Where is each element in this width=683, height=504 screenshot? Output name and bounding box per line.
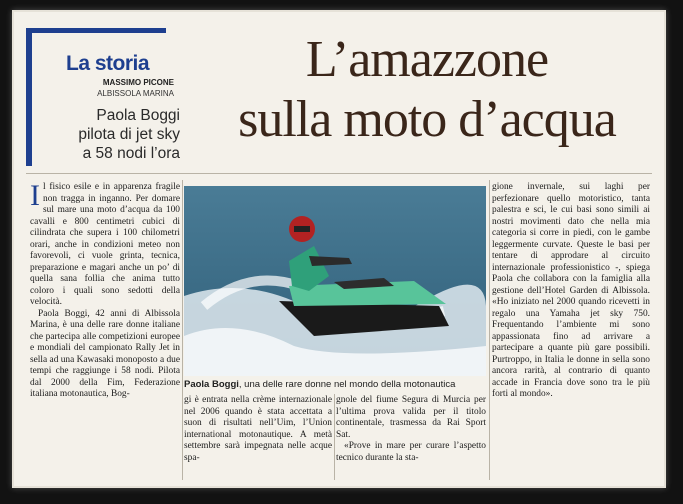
rubric-side-rule — [26, 28, 32, 166]
paragraph: gnole del fiume Segura di Murcia per l’ultima prova valida per il titolo continentale, trasmessa da Rai Sport Sat. — [336, 395, 486, 440]
kicker-line: Paola Boggi — [96, 107, 180, 124]
rubric-top-rule — [26, 28, 166, 33]
caption-name: Paola Boggi — [184, 379, 239, 390]
column-divider — [489, 180, 490, 480]
section-label: La storia — [66, 52, 150, 75]
newspaper-clipping — [12, 10, 666, 488]
author-name: MASSIMO PICONE — [102, 78, 174, 87]
article-column-1 — [30, 179, 180, 401]
headline-line: L’amazzone — [305, 31, 549, 88]
jet-ski-photo — [184, 186, 486, 376]
article-column-4 — [492, 182, 650, 401]
column-divider — [182, 180, 183, 480]
paragraph-text: l fisico esile e in apparenza fragile non tragga in inganno. Per domare sul mare una moto d’acqua da 100 cavalli e 800 centimetri cubici di cilindrata che supera i 100 chilometri orari, anche in condizioni meteo non favorevoli, ci vuole grinta, tecnica, preparazione e magari anche un po’ di quella sana follia che anima tutto coloro i quali sono sedotti della velocità. — [30, 182, 180, 307]
column-divider — [334, 394, 335, 480]
headline-line: sulla moto d’acqua — [238, 91, 616, 148]
divider — [26, 173, 652, 174]
article-column-3 — [336, 395, 486, 464]
photo-illustration — [184, 186, 486, 376]
article-column-2 — [184, 395, 332, 464]
paragraph: gione invernale, sui laghi per perfezionare quello motoristico, tanta palestra e sci, le cui basi sono simili ai nostri movimenti dato che nella mia categoria si corre in piedi, con le gambe leggermente curvate. Queste le basi per tentare di approdare al circuito internazionale professionistico -, spiega Paola che collabora con la famiglia alla gestione dell’Hotel Garden di Albissola. «Ho iniziato nel 2000 quando ricevetti in regalo una Yamaha jet sky 750. Frequentando l’ambiente mi sono appassionata fino ad arrivare a partecipare a quante più gare possibili. Purtroppo, in Italia le donne in sella sono ancora rarità, al contrario di quanto accade in Francia dove sono tra le più forti al mondo». — [492, 182, 650, 399]
paragraph — [30, 179, 180, 309]
caption-text: , una delle rare donne nel mondo della motonautica — [238, 379, 456, 390]
kicker-line: a 58 nodi l’ora — [82, 145, 180, 162]
headline — [192, 30, 662, 150]
paragraph: «Prove in mare per curare l’aspetto tecnico durante la sta- — [336, 441, 486, 463]
kicker-line: pilota di jet sky — [78, 126, 180, 143]
kicker — [40, 106, 180, 163]
drop-cap: I — [30, 179, 40, 212]
paragraph: Paola Boggi, 42 anni di Albissola Marina, è una delle rare donne italiane che partecipa alle competizioni europee e mondiali del campionato Rally Jet in sella ad una Kawasaki monoposto a due tempi che raggiunge i 58 nodi. Pilota dal 2000 della Fim, Federazione italiana motonautica, Bog- — [30, 308, 180, 399]
dateline-place: ALBISSOLA MARINA — [97, 89, 174, 98]
paragraph: gi è entrata nella crème internazionale nel 2006 quando è stata accettata a suon di risultati nell’Uim, l’Union international motonautique. A metà settembre sarà impegnata nelle acque spa- — [184, 395, 332, 463]
photo-caption — [184, 379, 486, 390]
